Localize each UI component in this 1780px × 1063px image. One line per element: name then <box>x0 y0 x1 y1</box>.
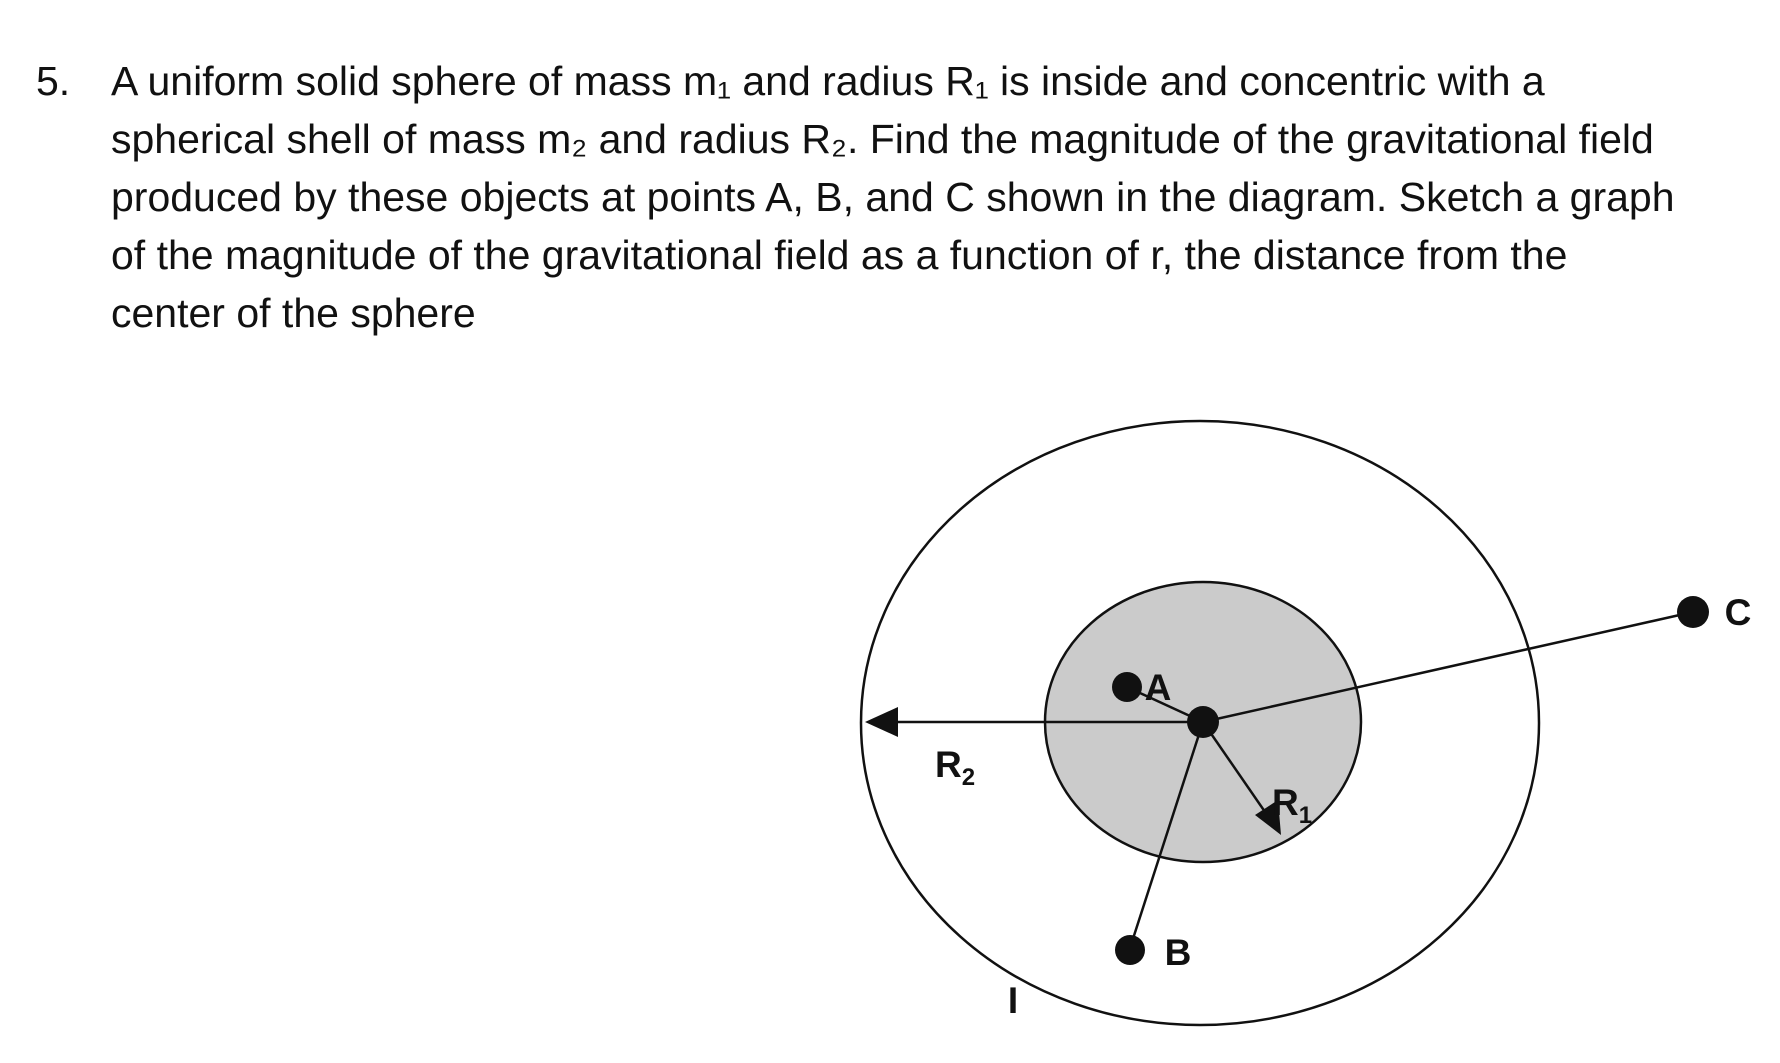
problem-line-3: produced by these objects at points A, B, and C shown in the diagram. Sketch a graph <box>111 174 1675 220</box>
problem-line-1: A uniform solid sphere of mass m₁ and radius R₁ is inside and concentric with a <box>111 58 1545 104</box>
r2-label-subscript: 2 <box>961 764 976 791</box>
point-a-dot <box>1112 672 1142 702</box>
point-a-label: A <box>1144 667 1172 708</box>
point-c-label: C <box>1724 592 1752 633</box>
point-c-dot <box>1677 596 1709 628</box>
problem-line-4: of the magnitude of the gravitational field as a function of r, the distance from the <box>111 232 1568 278</box>
r1-label-subscript: 1 <box>1298 802 1313 829</box>
problem-line-5: center of the sphere <box>111 290 476 336</box>
point-b-dot <box>1115 935 1145 965</box>
center-point <box>1187 706 1219 738</box>
r2-label-letter: R <box>935 744 962 785</box>
point-b-label: B <box>1164 932 1192 973</box>
r1-label-letter: R <box>1272 782 1299 823</box>
problem-line-2: spherical shell of mass m₂ and radius R₂. Find the magnitude of the gravitational field <box>111 116 1654 162</box>
problem-number: 5. <box>36 58 71 104</box>
text-cursor-glyph: I <box>1007 980 1019 1021</box>
